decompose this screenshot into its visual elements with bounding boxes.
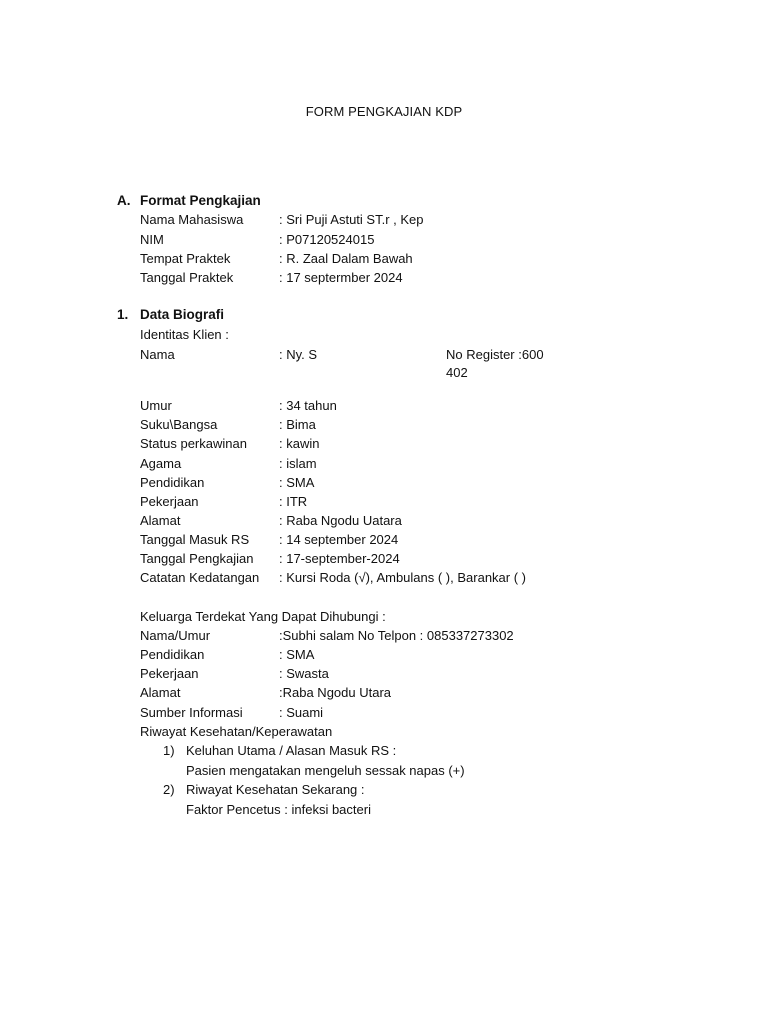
riwayat-heading: Riwayat Kesehatan/Keperawatan <box>140 724 333 739</box>
section-a-heading: Format Pengkajian <box>140 193 261 208</box>
riwayat-item-title: Keluhan Utama / Alasan Masuk RS : <box>186 743 397 758</box>
field-label: Catatan Kedatangan <box>140 570 260 585</box>
field-value: : 17 septermber 2024 <box>279 270 403 285</box>
field-value: : SMA <box>279 647 315 662</box>
section-1-marker: 1. <box>117 307 129 322</box>
field-value: : kawin <box>279 436 320 451</box>
riwayat-item-detail: Faktor Pencetus : infeksi bacteri <box>186 802 371 817</box>
register-number: No Register :600402 <box>446 347 544 380</box>
field-value: : Ny. S <box>279 347 318 362</box>
field-value: : 34 tahun <box>279 398 337 413</box>
field-label: Tempat Praktek <box>140 251 231 266</box>
riwayat-item-detail: Pasien mengatakan mengeluh sessak napas (+) <box>186 763 465 778</box>
field-label: Nama/Umur <box>140 628 211 643</box>
field-value: : SMA <box>279 475 315 490</box>
field-label: Nama Mahasiswa <box>140 212 244 227</box>
field-label: Pendidikan <box>140 475 205 490</box>
field-label: Tanggal Masuk RS <box>140 532 250 547</box>
field-value: :Subhi salam No Telpon : 085337273302 <box>279 628 514 643</box>
field-value: : R. Zaal Dalam Bawah <box>279 251 413 266</box>
field-label: Umur <box>140 398 172 413</box>
field-label: Tanggal Praktek <box>140 270 234 285</box>
field-label: Pekerjaan <box>140 494 199 509</box>
riwayat-item-marker: 2) <box>163 782 175 797</box>
field-label: Pendidikan <box>140 647 205 662</box>
field-value: : P07120524015 <box>279 232 375 247</box>
section-a-marker: A. <box>117 193 131 208</box>
field-label: Suku\Bangsa <box>140 417 218 432</box>
field-value: : Swasta <box>279 666 329 681</box>
field-label: Agama <box>140 456 182 471</box>
keluarga-heading: Keluarga Terdekat Yang Dapat Dihubungi : <box>140 609 386 624</box>
field-value: : Kursi Roda (√), Ambulans ( ), Barankar ( ) <box>279 570 526 585</box>
field-value: :Raba Ngodu Utara <box>279 685 392 700</box>
field-value: : Sri Puji Astuti ST.r , Kep <box>279 212 424 227</box>
field-value: : 17-september-2024 <box>279 551 400 566</box>
field-label: Pekerjaan <box>140 666 199 681</box>
section-1-heading: Data Biografi <box>140 307 225 322</box>
field-value: : 14 september 2024 <box>279 532 399 547</box>
identitas-heading: Identitas Klien : <box>140 327 229 342</box>
field-label: Status perkawinan <box>140 436 247 451</box>
field-label: Alamat <box>140 513 181 528</box>
field-value: : islam <box>279 456 317 471</box>
field-label: NIM <box>140 232 164 247</box>
field-value: : Suami <box>279 705 324 720</box>
field-label: Tanggal Pengkajian <box>140 551 254 566</box>
document-title: FORM PENGKAJIAN KDP <box>305 104 463 119</box>
field-label: Nama <box>140 347 175 362</box>
field-label: Alamat <box>140 685 181 700</box>
field-label: Sumber Informasi <box>140 705 243 720</box>
riwayat-item-marker: 1) <box>163 743 175 758</box>
field-value: : Bima <box>279 417 316 432</box>
field-value: : Raba Ngodu Uatara <box>279 513 402 528</box>
riwayat-item-title: Riwayat Kesehatan Sekarang : <box>186 782 365 797</box>
field-value: : ITR <box>279 494 308 509</box>
